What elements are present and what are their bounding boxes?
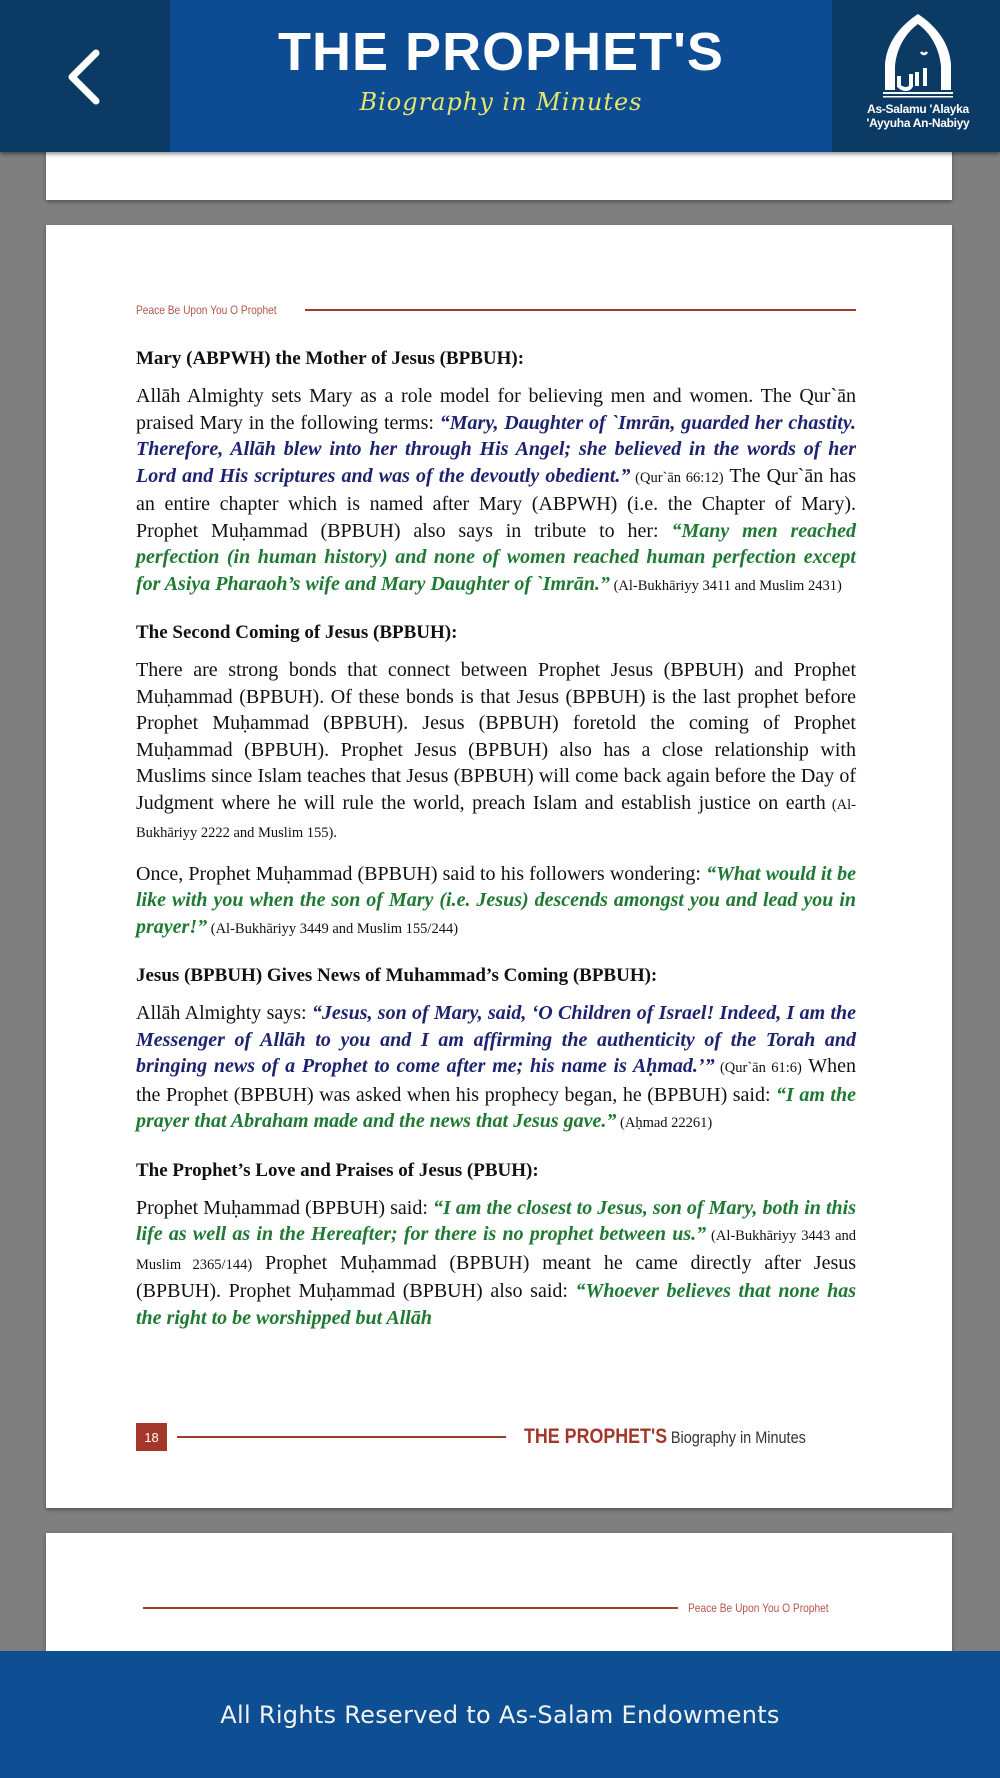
- back-button[interactable]: [52, 36, 116, 118]
- section-second-coming: [136, 621, 856, 942]
- section-news-of-muhammad: [136, 964, 856, 1137]
- body-text: When the Prophet (BPBUH) was asked when his prophecy began, he (BPBUH) said:: [136, 1055, 856, 1106]
- citation: (Al-Bukhāriyy 3449 and Muslim 155/244): [207, 920, 459, 937]
- body-text: Prophet Muḥammad (BPBUH) said:: [136, 1196, 433, 1219]
- document-page: [46, 225, 952, 1508]
- citation: (Qur`ān 61:6): [714, 1060, 802, 1076]
- section-heading: The Second Coming of Jesus (BPBUH):: [136, 622, 458, 643]
- paragraph: [136, 383, 856, 599]
- footer-brand: [524, 1425, 806, 1449]
- copyright-bar: [0, 1651, 1000, 1778]
- body-text: Allāh Almighty sets Mary as a role model for believing men and women. The Qur`ān praised Mary in the following terms:: [136, 385, 856, 434]
- hadith-quote: “I am the prayer that Abraham made and the news that Jesus gave.”: [136, 1083, 856, 1132]
- page-footer: [136, 1423, 856, 1451]
- section-mary: [136, 347, 856, 599]
- footer-rule: [177, 1436, 506, 1438]
- running-head: [136, 300, 856, 320]
- body-text: Prophet Muḥammad (BPBUH) meant he came directly after Jesus (BPBUH). Prophet Muḥammad (BPBUH) also said:: [136, 1251, 857, 1302]
- citation: (Aḥmad 22261): [616, 1115, 713, 1131]
- section-heading: Jesus (BPBUH) Gives News of Muhammad’s Coming (BPBUH):: [136, 965, 658, 986]
- citation: (Qur`ān 66:12): [630, 469, 724, 486]
- body-text: The Qur`ān has an entire chapter which is named after Mary (ABPWH) (i.e. the Chapter of Mary). Prophet Muḥammad (BPBUH) also says in tribute to her:: [136, 464, 856, 542]
- hadith-quote: “Many men reached perfection (in human history) and none of women reached human perfection except for Asiya Pharaoh’s wife and Mary Daughter of `Imrān.”: [136, 519, 856, 595]
- section-love-and-praises: [136, 1159, 856, 1332]
- running-head-rule: [143, 1607, 678, 1609]
- citation: (Al-Bukhāriyy 2222 and Muslim 155).: [136, 796, 856, 841]
- section-heading: Mary (ABPWH) the Mother of Jesus (BPBUH):: [136, 348, 525, 369]
- body-text: Once, Prophet Muḥammad (BPBUH) said to his followers wondering:: [136, 862, 707, 885]
- hadith-quote: “Whoever believes that none has the right to be worshipped but Allāh: [136, 1280, 856, 1329]
- logo-caption: [848, 102, 988, 130]
- running-head: [143, 1598, 863, 1618]
- page-number-badge: 18: [136, 1423, 167, 1451]
- footer-brand-rest: Biography in Minutes: [671, 1428, 807, 1447]
- quran-quote: “Jesus, son of Mary, said, ‘O Children of Israel! Indeed, I am the Messenger of Allāh to you and I am affirming the authenticity of the Torah and bringing news of a Prophet to come after me; his name is Aḥmad.’”: [136, 1002, 857, 1077]
- section-heading: The Prophet’s Love and Praises of Jesus (PBUH):: [136, 1159, 539, 1181]
- footer-brand-bold: THE PROPHET'S: [524, 1425, 668, 1448]
- paragraph: [136, 1000, 856, 1137]
- paragraph: [136, 657, 856, 847]
- app-title: THE PROPHET'S: [278, 22, 724, 82]
- citation: (Al-Bukhāriyy 3443 and Muslim 2365/144): [136, 1228, 857, 1273]
- app-header: [0, 0, 1000, 152]
- logo-line-1: As-Salamu 'Alayka: [867, 102, 969, 116]
- body-text: Allāh Almighty says:: [136, 1002, 312, 1024]
- running-head-rule: [305, 309, 856, 311]
- mosque-arch-logo-icon: [873, 12, 963, 98]
- paragraph: [136, 1195, 856, 1332]
- hadith-quote: “I am the closest to Jesus, son of Mary, both in this life as well as in the Hereafter; for there is no prophet between us.”: [136, 1196, 856, 1245]
- app-subtitle: Biography in Minutes: [359, 88, 643, 116]
- paragraph: [136, 861, 856, 943]
- citation: (Al-Bukhāriyy 3411 and Muslim 2431): [609, 577, 842, 594]
- quran-quote: “Mary, Daughter of `Imrān, guarded her chastity. Therefore, Allāh blew into her through His Angel; she believed in the words of her Lord and His scriptures and was of the devoutly obedient.”: [136, 411, 856, 487]
- hadith-quote: “What would it be like with you when the son of Mary (i.e. Jesus) descends amongst you and lead you in prayer!”: [136, 862, 856, 938]
- running-head-text: Peace Be Upon You O Prophet: [688, 1601, 829, 1615]
- running-head-text: Peace Be Upon You O Prophet: [136, 303, 277, 317]
- brand-logo: [848, 12, 988, 144]
- next-page: [46, 1533, 952, 1653]
- copyright-text: All Rights Reserved to As-Salam Endowments: [220, 1700, 780, 1729]
- page-content: [136, 347, 856, 1347]
- logo-line-2: 'Ayyuha An-Nabiyy: [866, 116, 970, 130]
- chevron-left-icon: [64, 47, 104, 107]
- body-text: There are strong bonds that connect between Prophet Jesus (BPBUH) and Prophet Muḥammad (BPBUH). Of these bonds is that Jesus (BPBUH) is the last prophet before Prophet Muḥammad (BPBUH). Jesus (BPBUH) foretold the coming of Prophet Muḥammad (BPBUH). Prophet Jesus (BPBUH) also has a close relationship with Muslims since Islam teaches that Jesus (BPBUH) will come back again before the Day of Judgment where he will rule the world, preach Islam and establish justice on earth: [136, 659, 856, 814]
